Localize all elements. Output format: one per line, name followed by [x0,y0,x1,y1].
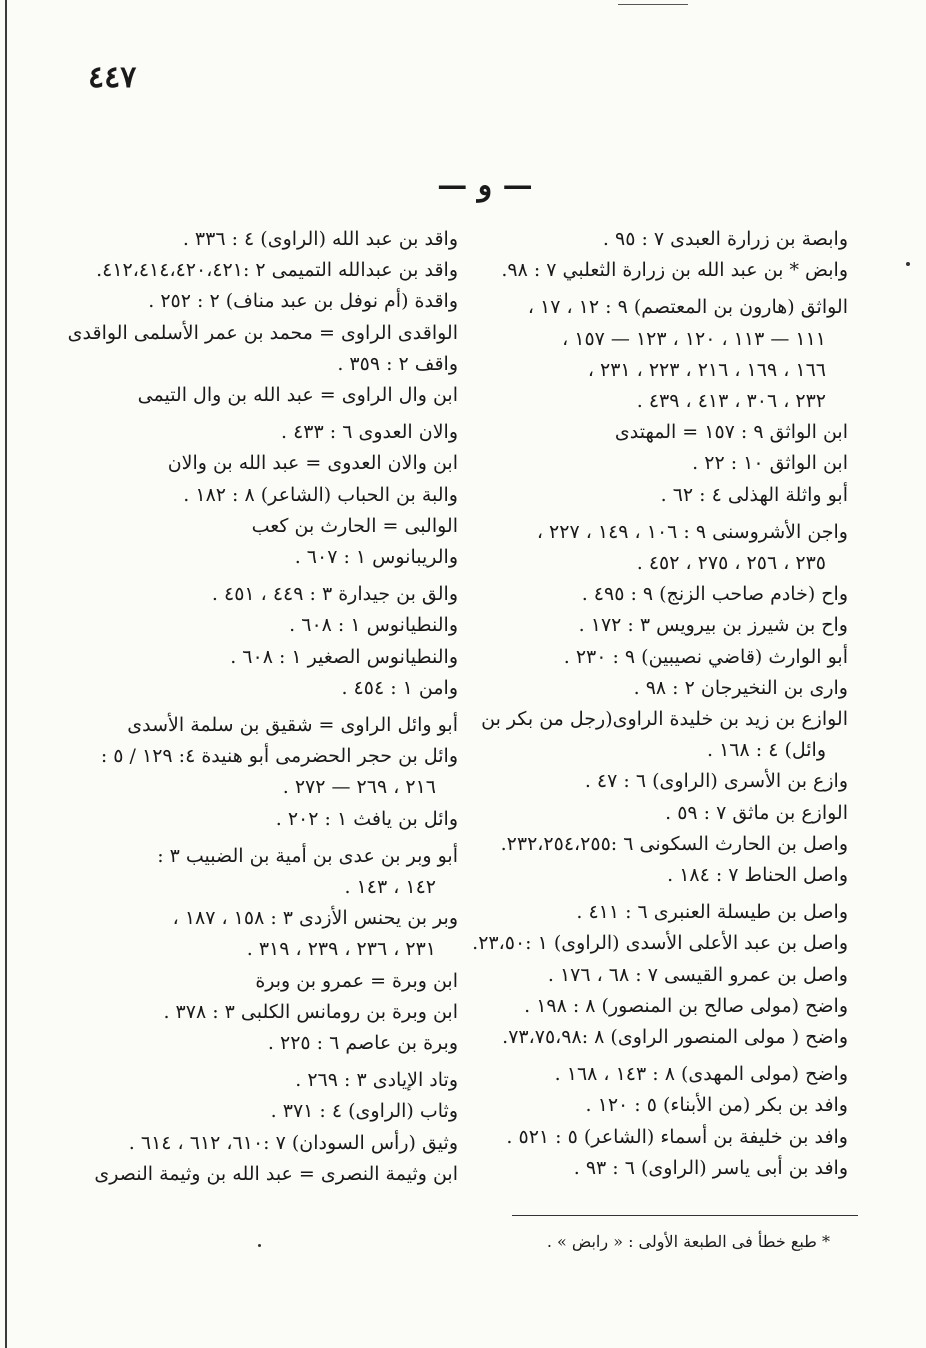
index-entry: الواقدى الراوى = محمد بن عمر الأسلمى الواقدى [67,321,458,344]
left-column [68,224,458,1190]
ink-speck [906,262,910,266]
index-entry: واقد بن عبد الله (الراوى) ٤ : ٣٣٦ . [182,228,458,250]
index-entry-continuation: ١٤٢ ، ١٤٣ . [344,876,436,899]
section-header: — و — [437,168,533,203]
index-entry: وائل بن حجر الحضرمى أبو هنيدة ٤: ١٢٩ / ٥ : [100,745,458,768]
index-entry: وثيق (رأس السودان) ٧ :٦١٠، ٦١٢ ، ٦١٤ . [128,1131,458,1154]
page-number: ٤٤٧ [88,60,137,95]
index-entry-continuation: وائل) ٤ : ١٦٨ . [706,739,826,762]
index-entry: واح بن شيرز بن بيرويس ٣ : ١٧٢ . [578,614,848,637]
index-entry: أبو وائل الراوى = شقيق بن سلمة الأسدى [127,714,458,737]
index-entry: الوازع بن زيد بن خليدة الراوى(رجل من بكر بن [481,708,848,731]
index-entry: واجن الأشروسنى ٩ : ١٠٦ ، ١٤٩ ، ٢٢٧ ، [536,520,848,543]
index-entry: والق بن جيدارة ٣ : ٤٤٩ ، ٤٥١ . [211,583,458,606]
index-entry: وافد بن خليفة بن أسماء (الشاعر) ٥ : ٥٢١ . [506,1125,848,1148]
index-entry: ابن وثيمة النصرى = عبد الله بن وثيمة النصرى [94,1162,458,1185]
index-entry: أبو واثلة الهذلى ٤ : ٦٢ . [660,483,848,506]
index-entry: والنطيانوس ١ : ٦٠٨ . [289,614,458,637]
index-entry: واقد بن عبدالله التميمى ٢ :٤١٢،٤١٤،٤٢٠،٤٢١. [96,259,458,282]
index-entry-continuation: ١١١ — ١١٣ ، ١٢٠ ، ١٢٣ — ١٥٧ ، [562,327,826,350]
index-entry: ابن الواثق ١٠ : ٢٢ . [692,452,848,475]
index-entry: واح (خادم صاحب الزنج) ٩ : ٤٩٥ . [581,583,848,606]
index-entry: ابن والان العدوى = عبد الله بن والان [167,452,458,475]
index-entry: وابصة بن زرارة العبدى ٧ : ٩٥ . [602,228,848,250]
index-entry: والان العدوى ٦ : ٤٣٣ . [281,421,458,444]
index-entry: واضح (مولى المهدى) ٨ : ١٤٣ ، ١٦٨ . [554,1063,848,1086]
index-entry: واصل بن عبد الأعلى الأسدى (الراوى) ١ :٢٣،٥٠. [472,932,848,955]
index-entry-continuation: ١٦٦ ، ١٦٩ ، ٢١٦ ، ٢٢٣ ، ٢٣١ ، [587,358,826,381]
index-entry: ابن الواثق ٩ : ١٥٧ = المهتدى [614,421,848,444]
index-entry: والبة بن الحباب (الشاعر) ٨ : ١٨٢ . [183,483,458,506]
index-entry: ابن وبرة = عمرو بن وبرة [255,969,458,992]
index-entry: وتاد الإيادى ٣ : ٢٦٩ . [295,1069,458,1092]
index-entry: واصل بن عمرو القيسى ٧ : ٦٨ ، ١٧٦ . [547,963,848,986]
index-entry: الوازع بن ماثق ٧ : ٥٩ . [665,801,848,824]
page-edge [5,0,7,1348]
index-entry: أبو وبر بن عدى بن أمية بن الضبيب ٣ : [157,844,458,867]
index-entry: والريبانوس ١ : ٦٠٧ . [294,546,458,569]
footnote: * طبع خطأ فى الطبعة الأولى : « رابض » . [546,1232,830,1251]
index-entry: واصل الحناط ٧ : ١٨٤ . [667,864,848,887]
index-entry: واقدة (أم نوفل بن عبد مناف) ٢ : ٢٥٢ . [148,290,458,313]
index-entry: واضح ( مولى المنصور الراوى) ٨ :٧٣،٧٥،٩٨. [502,1026,848,1049]
index-entry: وارى بن النخيرجان ٢ : ٩٨ . [633,676,848,699]
index-entry: وبر بن يحنس الأزدى ٣ : ١٥٨ ، ١٨٧ ، [172,907,458,930]
index-entry: وامن ١ : ٤٥٤ . [341,676,458,699]
index-entry: الوالبى = الحارث بن كعب [251,514,458,537]
index-entry: وافد بن أبى ياسر (الراوى) ٦ : ٩٣ . [573,1156,848,1179]
index-entry-continuation: ٢٣١ ، ٢٣٦ ، ٢٣٩ ، ٣١٩ . [246,938,436,961]
footnote-rule [512,1215,858,1216]
index-entry: واضح (مولى صالح بن المنصور) ٨ : ١٩٨ . [524,994,848,1017]
ink-speck [258,1244,261,1247]
index-entry: وازع بن الأسرى (الراوى) ٦ : ٤٧ . [584,770,848,793]
index-entry-continuation: ٢٣٥ ، ٢٥٦ ، ٢٧٥ ، ٤٥٢ . [636,552,826,575]
right-column [472,224,848,1184]
index-entry: واصل بن طيسلة العنبرى ٦ : ٤١١ . [576,901,848,924]
index-entry: والنطيانوس الصغير ١ : ٦٠٨ . [230,645,458,668]
top-rule [618,4,688,5]
index-entry: وثاب (الراوى) ٤ : ٣٧١ . [270,1100,458,1123]
index-entry: وائل بن يافث ١ : ٢٠٢ . [275,807,458,830]
index-entry: ابن وبرة بن رومانس الكلبى ٣ : ٣٧٨ . [163,1000,458,1023]
index-entry: واصل بن الحارث السكونى ٦ :٢٣٢،٢٥٤،٢٥٥. [500,832,848,855]
index-entry-continuation: ٢١٦ ، ٢٦٩ — ٢٧٢ . [282,776,436,799]
index-entry: واقف ٢ : ٣٥٩ . [337,352,458,375]
index-entry: أبو الوارث (قاضي نصيبين) ٩ : ٢٣٠ . [563,645,848,668]
index-entry: وافد بن بكر (من الأبناء) ٥ : ١٢٠ . [585,1094,848,1117]
index-entry: وابض * بن عبد الله بن زرارة الثعلبي ٧ : ٩٨. [501,259,848,282]
index-entry-continuation: ٢٣٢ ، ٣٠٦ ، ٤١٣ ، ٤٣٩ . [636,390,826,413]
index-entry: وبرة بن عاصم ٦ : ٢٢٥ . [267,1032,458,1055]
index-entry: الواثق (هارون بن المعتصم) ٩ : ١٢ ، ١٧ ، [527,296,848,319]
index-entry: ابن وال الراوى = عبد الله بن وال التيمى [137,384,458,407]
